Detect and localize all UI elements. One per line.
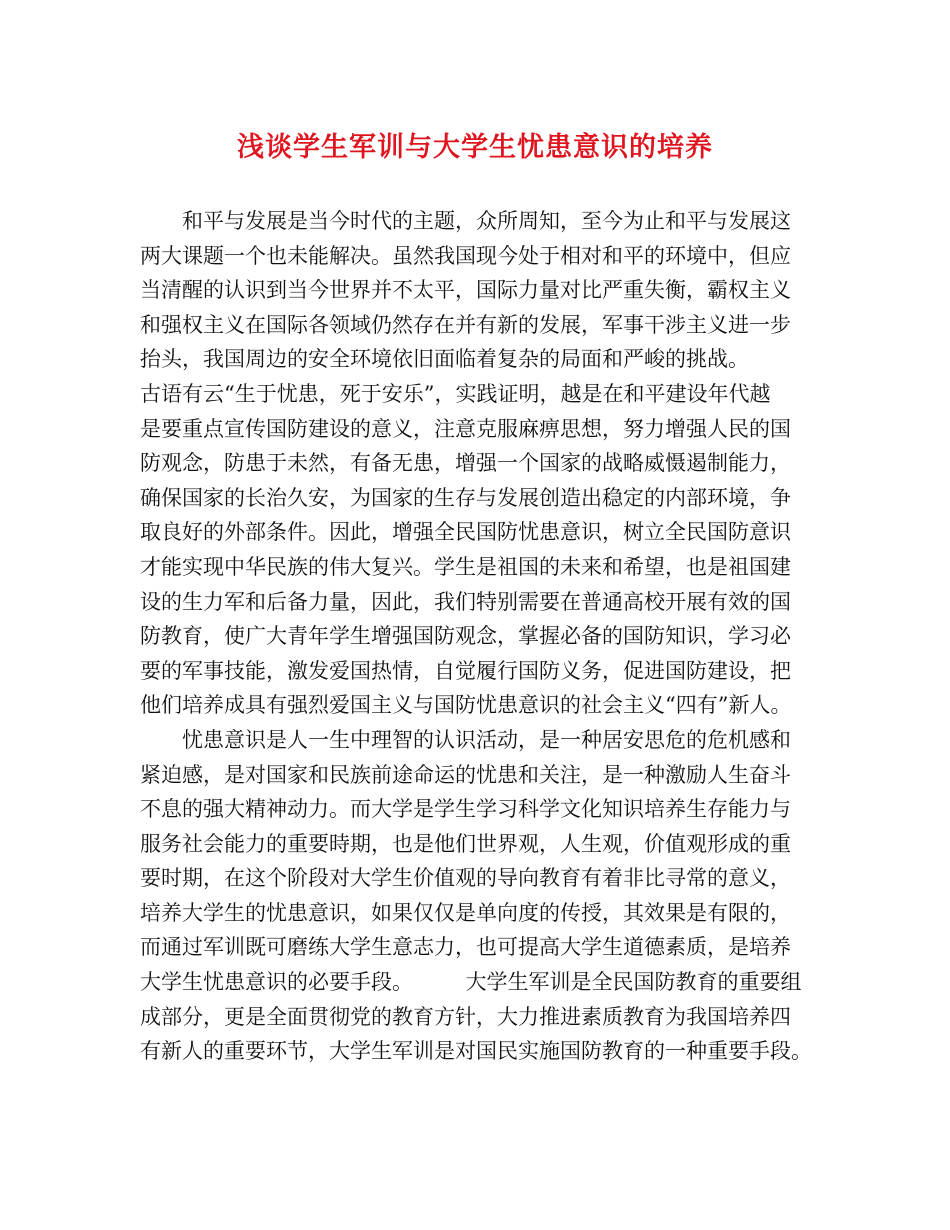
- document-body: [140, 204, 820, 1069]
- text-line: 忧患意识是人一生中理智的认识活动，是一种居安思危的危机感和: [140, 727, 791, 752]
- text-line: 防教育，使广大青年学生增强国防观念，掌握必备的国防知识，学习必: [140, 624, 791, 649]
- text-line: 抬头，我国周边的安全环境依旧面临着复杂的局面和严峻的挑战。: [140, 347, 749, 372]
- text-line: 和平与发展是当今时代的主题，众所周知，至今为止和平与发展这: [140, 209, 791, 233]
- text-line: 有新人的重要环节，大学生军训是对国民实施国防教育的一种重要手段。: [140, 1039, 812, 1064]
- text-line: 古语有云“生于忧患，死于安乐”，实践证明，越是在和平建设年代越: [140, 381, 771, 406]
- text-line: 防观念，防患于未然，有备无患，增强一个国家的战略威慑遏制能力，: [140, 451, 791, 476]
- text-line: 紧迫感，是对国家和民族前途命运的忧患和关注，是一种激励人生奋斗: [140, 762, 791, 787]
- text-line: 和强权主义在国际各领域仍然存在并有新的发展，军事干涉主义进一步: [140, 312, 791, 337]
- text-line: 他们培养成具有强烈爱国主义与国防忧患意识的社会主义“四有”新人。: [140, 693, 792, 718]
- text-line: 当清醒的认识到当今世界并不太平，国际力量对比严重失衡，霸权主义: [140, 278, 791, 303]
- text-line: 两大课题一个也未能解决。虽然我国现今处于相对和平的环境中，但应: [140, 243, 791, 268]
- text-line: 要的军事技能，激发爱国热情，自觉履行国防义务，促进国防建设，把: [140, 658, 791, 683]
- text-line: 设的生力军和后备力量，因此，我们特别需要在普通高校开展有效的国: [140, 589, 791, 614]
- text-line: 取良好的外部条件。因此，增强全民国防忧患意识，树立全民国防意识: [140, 520, 791, 545]
- text-line: 确保国家的长治久安，为国家的生存与发展创造出稳定的内部环境，争: [140, 485, 791, 510]
- text-line: 培养大学生的忧患意识，如果仅仅是单向度的传授，其效果是有限的，: [140, 900, 791, 925]
- text-line: 不息的强大精神动力。而大学是学生学习科学文化知识培养生存能力与: [140, 797, 791, 822]
- page-title: 浅谈学生军训与大学生忧患意识的培养: [237, 132, 713, 163]
- text-line: 服务社会能力的重要時期，也是他们世界观，人生观，价值观形成的重: [140, 831, 791, 856]
- text-line: 大学生忧患意识的必要手段。 大学生军训是全民国防教育的重要组: [140, 970, 802, 995]
- text-line: 成部分，更是全面贯彻党的教育方针，大力推进素质教育为我国培养四: [140, 1004, 791, 1029]
- text-line: 是要重点宣传国防建设的意义，注意克服麻痹思想，努力增强人民的国: [140, 416, 791, 441]
- text-line: 才能实现中华民族的伟大复兴。学生是祖国的未来和希望，也是祖国建: [140, 554, 791, 579]
- text-line: 要时期，在这个阶段对大学生价值观的导向教育有着非比寻常的意义，: [140, 866, 791, 891]
- text-line: 而通过军训既可磨练大学生意志力，也可提高大学生道德素质，是培养: [140, 935, 791, 960]
